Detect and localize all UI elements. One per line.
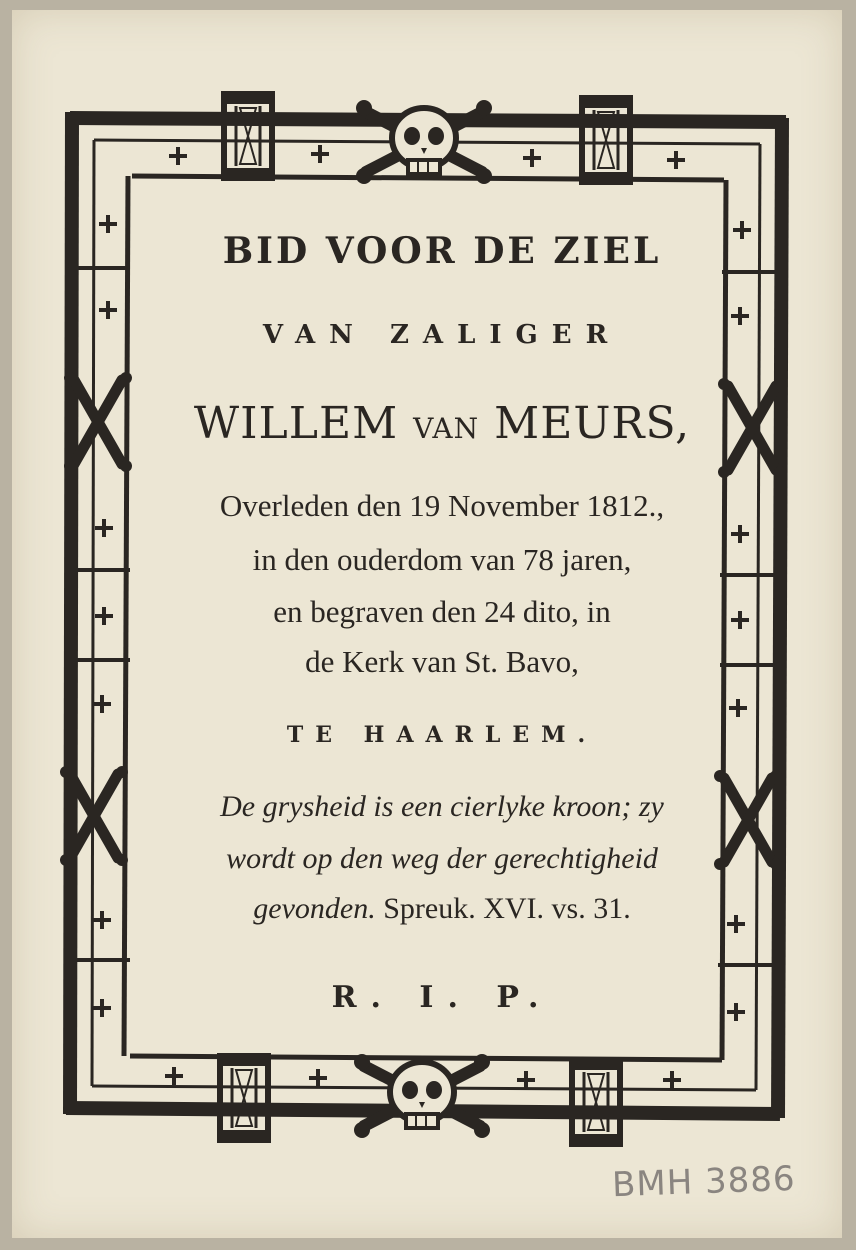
quote-line-3 xyxy=(132,892,752,926)
quote-line-2: wordt op den weg der gerechtigheid xyxy=(226,842,658,875)
name-last: MEURS, xyxy=(479,398,691,449)
rip-line: R. I. P. xyxy=(331,980,553,1015)
death-date-line: Overleden den 19 November 1812., xyxy=(219,488,665,523)
burial-line: en begraven den 24 dito, in xyxy=(273,594,611,629)
heading-line-1: BID VOOR DE ZIEL xyxy=(222,230,662,272)
quote-end: gevonden. xyxy=(253,892,376,925)
city-line: TE HAARLEM. xyxy=(286,722,598,748)
age-line: in den ouderdom van 78 jaren, xyxy=(252,542,632,577)
deceased-name xyxy=(122,398,762,449)
quote-line-1: De grysheid is een cierlyke kroon; zy xyxy=(220,790,664,823)
church-line: de Kerk van St. Bavo, xyxy=(305,644,579,679)
memorial-card xyxy=(12,10,842,1238)
heading-line-2: VAN ZALIGER xyxy=(262,320,622,350)
catalog-number: BMH 3886 xyxy=(611,1158,797,1206)
name-particle: VAN xyxy=(413,412,480,445)
scripture-reference: Spreuk. XVI. vs. 31. xyxy=(375,892,631,925)
name-first: WILLEM xyxy=(193,398,414,449)
